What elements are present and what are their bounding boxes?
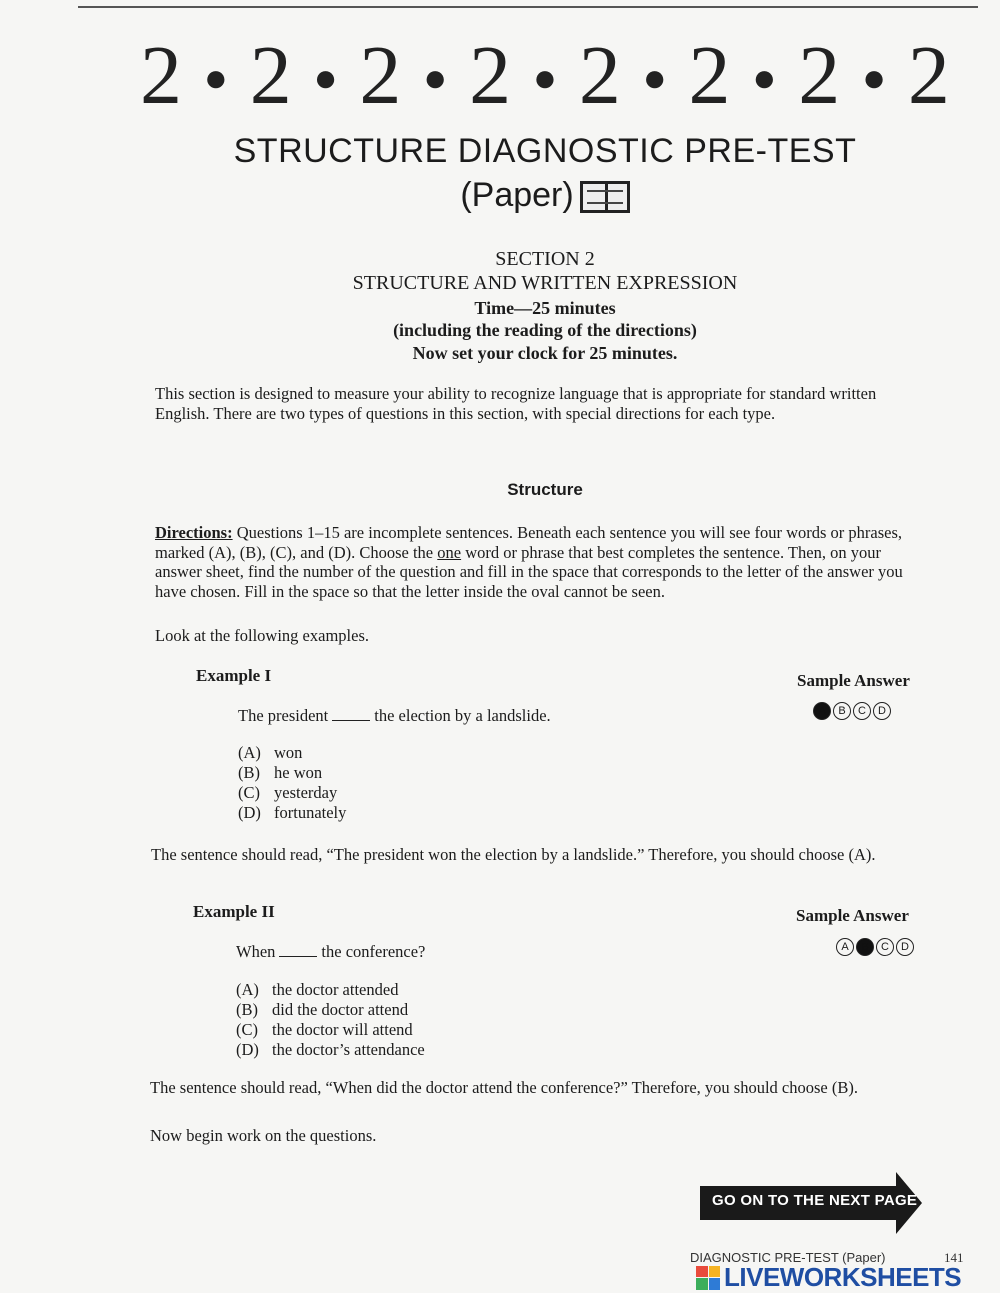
directions-underlined: one bbox=[437, 542, 462, 562]
bullet-icon: ● bbox=[752, 55, 777, 100]
option bbox=[238, 803, 346, 823]
option-text: the doctor will attend bbox=[272, 1020, 413, 1039]
option-letter: (C) bbox=[236, 1020, 258, 1039]
banner-digit: 2 bbox=[469, 29, 512, 122]
section-number: SECTION 2 bbox=[495, 248, 595, 270]
top-rule bbox=[78, 6, 978, 8]
option bbox=[238, 743, 346, 763]
bullet-icon: ● bbox=[532, 55, 558, 100]
option-letter: (B) bbox=[238, 763, 260, 782]
option-text: yesterday bbox=[274, 783, 338, 802]
answer-bubble-a[interactable]: A bbox=[813, 702, 831, 720]
directions-paragraph bbox=[155, 523, 925, 601]
banner-digit: 2 bbox=[688, 29, 731, 122]
bullet-icon: ● bbox=[861, 55, 887, 100]
example-1-bubbles bbox=[813, 702, 891, 720]
example-1-sentence bbox=[238, 706, 551, 726]
example-2-label: Example II bbox=[193, 902, 275, 921]
option bbox=[236, 1000, 425, 1020]
subtitle-text: (Paper) bbox=[460, 176, 574, 214]
sentence-start: The president bbox=[238, 706, 329, 725]
option-text: fortunately bbox=[274, 803, 347, 822]
example-1-sample-label: Sample Answer bbox=[797, 671, 910, 690]
option bbox=[236, 980, 425, 1000]
page-subtitle bbox=[160, 176, 930, 215]
bullet-icon: ● bbox=[313, 55, 338, 100]
answer-bubble-a[interactable]: A bbox=[836, 938, 854, 956]
example-1-options bbox=[238, 743, 346, 823]
directions-text-before: Questions 1–15 are incomplete sentences. Beneath each sentence you will see four words or phrases, marked (A), (B), (C), and (D). Choose the bbox=[155, 523, 903, 562]
structure-heading: Structure bbox=[507, 480, 583, 499]
option bbox=[236, 1020, 425, 1040]
bullet-icon: ● bbox=[423, 55, 448, 100]
watermark-text: LIVEWORKSHEETS bbox=[724, 1262, 962, 1292]
answer-bubble-b[interactable]: B bbox=[833, 702, 851, 720]
answer-blank bbox=[332, 708, 370, 721]
option-letter: (B) bbox=[236, 1000, 258, 1019]
answer-bubble-c[interactable]: C bbox=[853, 702, 871, 720]
option-text: the doctor attended bbox=[272, 980, 399, 999]
answer-bubble-b[interactable]: B bbox=[856, 938, 874, 956]
bullet-icon: ● bbox=[642, 55, 667, 100]
option-letter: (C) bbox=[238, 783, 260, 802]
liveworksheets-icon bbox=[696, 1266, 720, 1290]
book-icon bbox=[580, 181, 630, 213]
section-clock: Now set your clock for 25 minutes. bbox=[412, 343, 678, 363]
option-text: he won bbox=[274, 763, 323, 782]
example-2-sentence bbox=[236, 942, 425, 962]
option-text: won bbox=[274, 743, 303, 762]
directions-label: Directions: bbox=[155, 523, 233, 542]
answer-blank bbox=[279, 944, 317, 957]
option-letter: (D) bbox=[238, 803, 261, 822]
banner-digit: 2 bbox=[798, 29, 841, 122]
sentence-end: the conference? bbox=[321, 942, 426, 961]
section-name: STRUCTURE AND WRITTEN EXPRESSION bbox=[352, 272, 738, 294]
directions-text-after: word or phrase that best completes the sentence. Then, on your answer sheet, find the number of the question and fill in the space that corresponds to the letter of the answer you have chosen. Fill in the space so that the letter inside the oval cannot be seen. bbox=[155, 542, 903, 601]
bullet-icon: ● bbox=[203, 55, 228, 100]
example-2-bubbles bbox=[836, 938, 914, 956]
option bbox=[236, 1040, 425, 1060]
banner-digit: 2 bbox=[907, 29, 950, 122]
banner-digit: 2 bbox=[359, 29, 402, 122]
example-1-conclusion: The sentence should read, “The president won the election by a landslide.” Therefore, you should choose (A). bbox=[151, 845, 876, 864]
banner-digit: 2 bbox=[578, 29, 621, 122]
running-head: DIAGNOSTIC PRE-TEST (Paper) bbox=[690, 1250, 886, 1265]
next-page-button[interactable]: GO ON TO THE NEXT PAGE bbox=[712, 1192, 918, 1209]
option bbox=[238, 763, 346, 783]
example-1-label: Example I bbox=[196, 666, 272, 685]
section-time-note: (including the reading of the directions) bbox=[393, 320, 697, 340]
option-text: did the doctor attend bbox=[272, 1000, 409, 1019]
sentence-start: When bbox=[236, 942, 276, 961]
page-title: STRUCTURE DIAGNOSTIC PRE-TEST bbox=[233, 132, 857, 170]
look-instruction: Look at the following examples. bbox=[155, 626, 369, 645]
section-banner bbox=[140, 29, 950, 122]
option-letter: (A) bbox=[236, 980, 259, 999]
option bbox=[238, 783, 346, 803]
section-time: Time—25 minutes bbox=[474, 298, 616, 318]
liveworksheets-logo bbox=[696, 1262, 961, 1293]
intro-paragraph: This section is designed to measure your ability to recognize language that is appropriate for standard written English. There are two types of questions in this section, with special directions for each type. bbox=[155, 384, 877, 423]
sentence-end: the election by a landslide. bbox=[374, 706, 551, 725]
banner-digit: 2 bbox=[249, 29, 292, 122]
example-2-conclusion: The sentence should read, “When did the doctor attend the conference?” Therefore, you should choose (B). bbox=[150, 1078, 858, 1097]
answer-bubble-c[interactable]: C bbox=[876, 938, 894, 956]
banner-digit: 2 bbox=[140, 29, 182, 122]
begin-instruction: Now begin work on the questions. bbox=[150, 1126, 377, 1145]
option-letter: (D) bbox=[236, 1040, 259, 1059]
option-letter: (A) bbox=[238, 743, 261, 762]
answer-bubble-d[interactable]: D bbox=[896, 938, 914, 956]
example-2-sample-label: Sample Answer bbox=[796, 906, 909, 925]
page-number: 141 bbox=[944, 1250, 964, 1265]
option-text: the doctor’s attendance bbox=[272, 1040, 425, 1059]
answer-bubble-d[interactable]: D bbox=[873, 702, 891, 720]
example-2-options bbox=[236, 980, 425, 1060]
